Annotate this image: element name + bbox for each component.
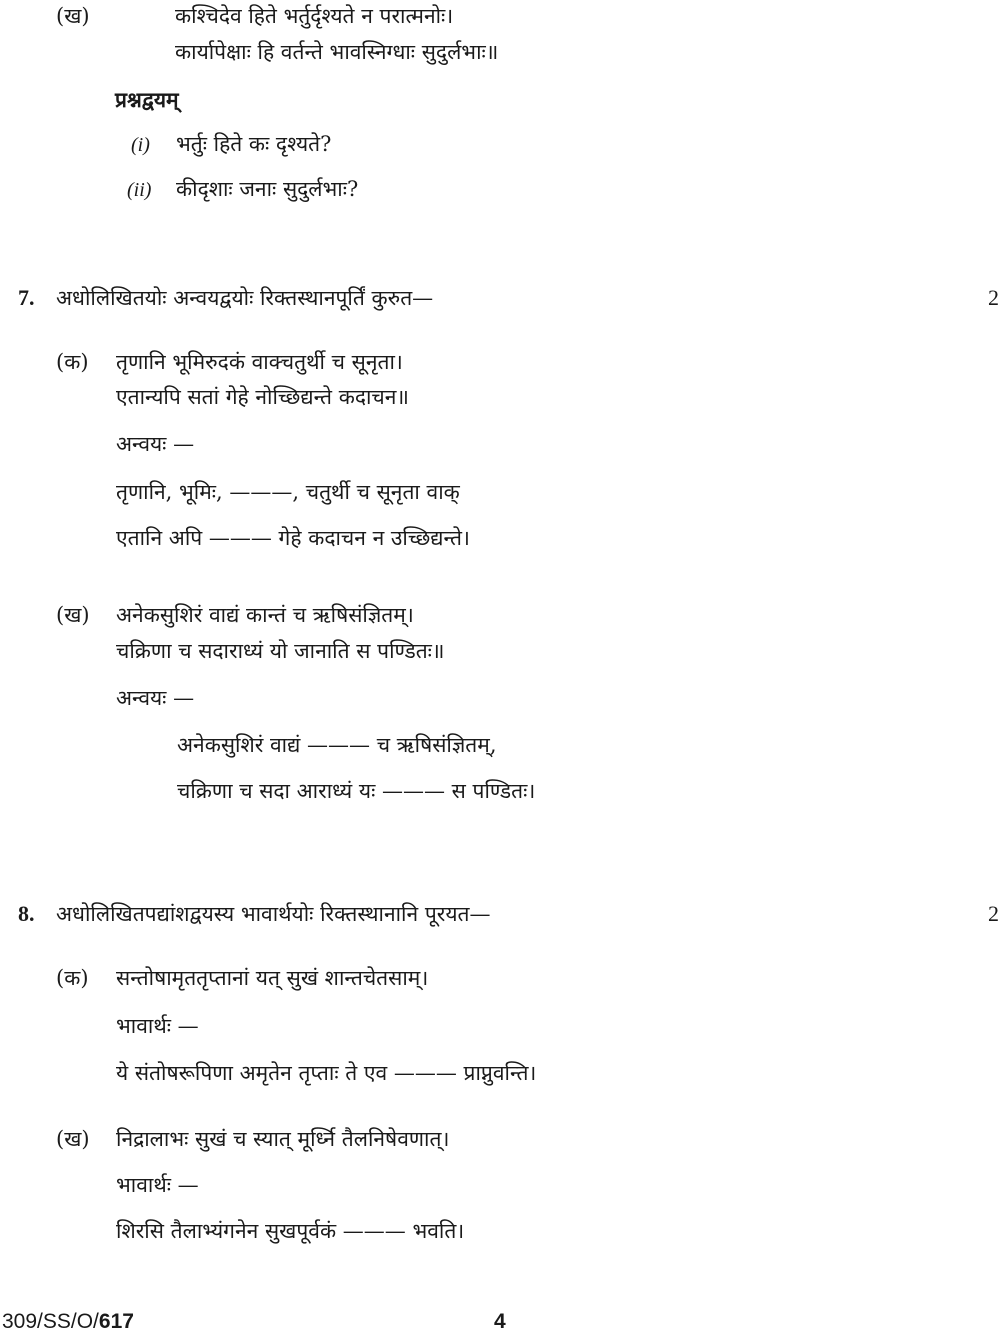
q7-marks: 2 bbox=[988, 285, 999, 310]
q7a-anvaya-label: अन्वयः — bbox=[116, 432, 195, 456]
page-number: 4 bbox=[494, 1310, 506, 1333]
q7-number: 7. bbox=[18, 285, 35, 310]
q7a-label: (क) bbox=[56, 350, 89, 374]
q8a-label: (क) bbox=[56, 966, 89, 990]
paper-code bbox=[2, 1309, 134, 1335]
q8-marks: 2 bbox=[988, 901, 999, 926]
q6b-questions-heading: प्रश्नद्वयम् bbox=[115, 87, 179, 112]
q6b-verse-line1: कश्चिदेव हिते भर्तुर्दृश्यते न परात्मनोः। bbox=[175, 4, 454, 28]
q8a-bhavartha-label: भावार्थः — bbox=[116, 1014, 199, 1038]
q8b-verse: निद्रालाभः सुखं च स्यात् मूर्ध्नि तैलनिषेवणात्। bbox=[116, 1127, 450, 1151]
q7b-label: (ख) bbox=[56, 603, 90, 627]
q7a-anvaya-line1: तृणानि, भूमिः, ———, चतुर्थी च सूनृता वाक् bbox=[116, 480, 460, 504]
q7-instruction: अधोलिखितयोः अन्वयद्वयोः रिक्तस्थानपूर्तिं कुरुत— bbox=[56, 286, 434, 310]
q8b-label: (ख) bbox=[56, 1127, 90, 1151]
q7a-verse-line1: तृणानि भूमिरुदकं वाक्चतुर्थी च सूनृता। bbox=[116, 350, 403, 374]
q6b-label: (ख) bbox=[56, 4, 90, 28]
q8a-verse: सन्तोषामृततृप्तानां यत् सुखं शान्तचेतसाम्। bbox=[116, 966, 429, 990]
q8-number: 8. bbox=[18, 901, 35, 926]
q7b-anvaya-line2: चक्रिणा च सदा आराध्यं यः ——— स पण्डितः। bbox=[177, 779, 536, 803]
q6b-question-1-num: (i) bbox=[131, 134, 150, 156]
q7a-verse-line2: एतान्यपि सतां गेहे नोच्छिद्यन्ते कदाचन॥ bbox=[116, 385, 409, 409]
q7b-verse-line1: अनेकसुशिरं वाद्यं कान्तं च ऋषिसंज्ञितम्। bbox=[116, 603, 414, 627]
q6b-question-1-text: भर्तुः हिते कः दृश्यते? bbox=[176, 132, 332, 156]
q8b-bhavartha: शिरसि तैलाभ्यंगनेन सुखपूर्वकं ——— भवति। bbox=[116, 1219, 465, 1243]
q8a-bhavartha: ये संतोषरूपिणा अमृतेन तृप्ताः ते एव ——— प्राप्नुवन्ति। bbox=[116, 1061, 537, 1085]
q7b-anvaya-label: अन्वयः — bbox=[116, 686, 195, 710]
q6b-verse-line2: कार्यापेक्षाः हि वर्तन्ते भावस्निग्धाः सुदुर्लभाः॥ bbox=[175, 40, 499, 64]
paper-code-number: 617 bbox=[98, 1310, 134, 1333]
q7a-anvaya-line2: एतानि अपि ——— गेहे कदाचन न उच्छिद्यन्ते। bbox=[116, 526, 470, 550]
q6b-question-2-text: कीदृशाः जनाः सुदुर्लभाः? bbox=[176, 177, 359, 201]
paper-code-prefix: 309/SS/O/ bbox=[2, 1310, 99, 1333]
q6b-question-2-num: (ii) bbox=[127, 179, 152, 201]
q8-instruction: अधोलिखितपद्यांशद्वयस्य भावार्थयोः रिक्तस्थानानि पूरयत— bbox=[56, 902, 491, 926]
q7b-verse-line2: चक्रिणा च सदाराध्यं यो जानाति स पण्डितः॥ bbox=[116, 639, 445, 663]
q8b-bhavartha-label: भावार्थः — bbox=[116, 1173, 199, 1197]
q7b-anvaya-line1: अनेकसुशिरं वाद्यं ——— च ऋषिसंज्ञितम्, bbox=[177, 733, 497, 757]
